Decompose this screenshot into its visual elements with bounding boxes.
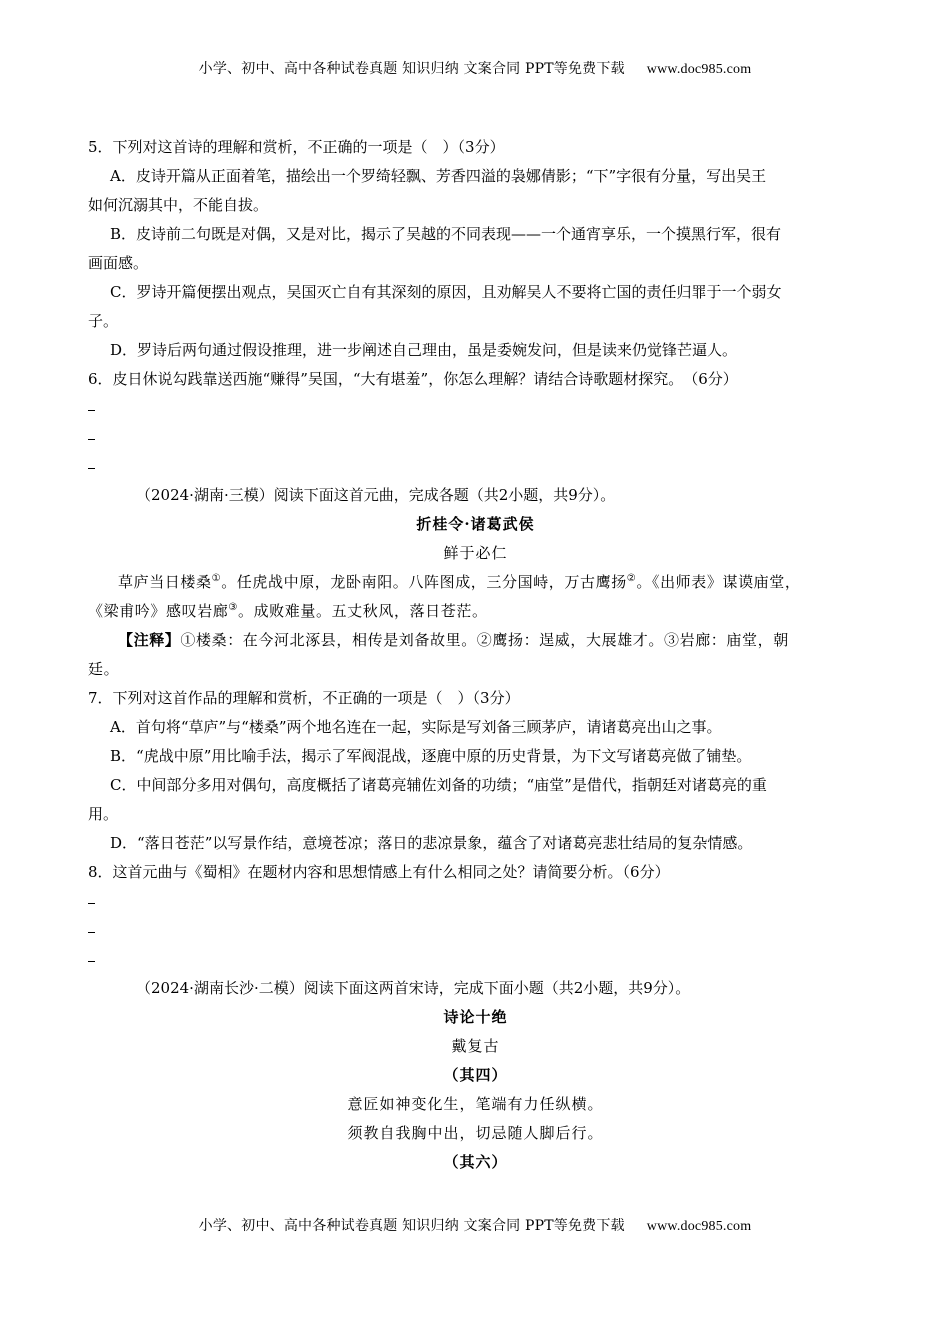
header-text: 小学、初中、高中各种试卷真题 知识归纳 文案合同 PPT等免费下载 [198, 61, 625, 77]
answer-line[interactable] [88, 887, 863, 916]
poem-author: 鲜于必仁 [443, 544, 508, 562]
question-7-option-b: B．“虎战中原”用比喻手法，揭示了军阀混战，逐鹿中原的历史背景，为下文写诸葛亮做了铺垫。 [110, 747, 752, 765]
header-url[interactable]: www.doc985.com [646, 62, 752, 77]
annotation-label: 【注释】 [118, 631, 181, 649]
section-3-intro: （2024·湖南长沙·二模）阅读下面这两首宋诗，完成下面小题（共2小题，共9分）。 [136, 979, 691, 997]
poem-text-cont: 《梁甫吟》感叹岩廊③。成败难量。五丈秋风，落日苍茫。 [88, 602, 488, 620]
answer-line[interactable] [88, 423, 863, 452]
page-footer [0, 1215, 950, 1235]
question-6-stem: 6．皮日休说勾践靠送西施“赚得”吴国，“大有堪羞”，你怎么理解？请结合诗歌题材探究。 （6分） [88, 370, 738, 388]
question-7-option-c: C．中间部分多用对偶句，高度概括了诸葛亮辅佐刘备的功绩；“庙堂”是借代，指朝廷对诸葛亮的重 用。 [88, 776, 767, 823]
poem-subtitle: （其六） [443, 1153, 508, 1171]
question-5-option-d: D．罗诗后两句通过假设推理，进一步阐述自己理由，虽是委婉发问，但是读来仍觉锋芒逼人。 [110, 341, 738, 359]
annotation-cont: 廷。 [88, 660, 120, 678]
poem-line: 须教自我胸中出，切忌随人脚后行。 [347, 1124, 604, 1142]
page-header [0, 58, 950, 78]
poem-title: 折桂令·诸葛武侯 [416, 515, 535, 533]
answer-line[interactable] [88, 916, 863, 945]
footnote-mark: ② [626, 573, 637, 584]
question-5-stem: 5．下列对这首诗的理解和赏析，不正确的一项是（ ）（3分） [88, 138, 505, 156]
footer-text: 小学、初中、高中各种试卷真题 知识归纳 文案合同 PPT等免费下载 [198, 1218, 625, 1234]
footer-url[interactable]: www.doc985.com [646, 1219, 752, 1234]
question-5-option-b: B．皮诗前二句既是对偶，又是对比，揭示了吴越的不同表现——一个通宵享乐，一个摸黑行军，很有 画面感。 [88, 225, 782, 272]
section-2-intro: （2024·湖南·三模）阅读下面这首元曲，完成各题（共2小题，共9分）。 [136, 486, 616, 504]
question-7-stem: 7．下列对这首作品的理解和赏析，不正确的一项是（ ）（3分） [88, 689, 520, 707]
poem-author: 戴复古 [451, 1037, 500, 1055]
question-7-option-a: A．首句将“草庐”与“楼桑”两个地名连在一起，实际是写刘备三顾茅庐，请诸葛亮出山之事。 [110, 718, 722, 736]
footnote-mark: ③ [228, 602, 238, 613]
poem-text: 草庐当日楼桑①。任虎战中原，龙卧南阳。八阵图成，三分国峙，万古鹰扬②。《出师表》谋谟庙堂， [118, 573, 801, 591]
question-7-option-d: D．“落日苍茫”以写景作结，意境苍凉；落日的悲凉景象，蕴含了对诸葛亮悲壮结局的复杂情感。 [110, 834, 753, 852]
poem-line: 意匠如神变化生，笔端有力任纵横。 [347, 1095, 604, 1113]
question-5-option-a: A．皮诗开篇从正面着笔，描绘出一个罗绮轻飘、芳香四溢的袅娜倩影；“下”字很有分量，写出吴王 如何沉溺其中，不能自拔。 [88, 167, 767, 214]
question-5-option-c: C．罗诗开篇便摆出观点，吴国灭亡自有其深刻的原因，且劝解吴人不要将亡国的责任归罪于一个弱女 子。 [88, 283, 782, 330]
answer-line[interactable] [88, 394, 863, 423]
poem-title: 诗论十绝 [443, 1008, 508, 1026]
answer-line[interactable] [88, 452, 863, 481]
answer-line[interactable] [88, 945, 863, 974]
poem-subtitle: （其四） [443, 1066, 508, 1084]
footnote-mark: ① [211, 573, 222, 584]
question-8-stem: 8．这首元曲与《蜀相》在题材内容和思想情感上有什么相同之处？请简要分析。（6分） [88, 863, 670, 881]
annotation: 【注释】①楼桑：在今河北涿县，相传是刘备故里。②鹰扬：逞威，大展雄才。③岩廊：庙堂，朝 [118, 631, 789, 649]
document-body [88, 133, 863, 1177]
